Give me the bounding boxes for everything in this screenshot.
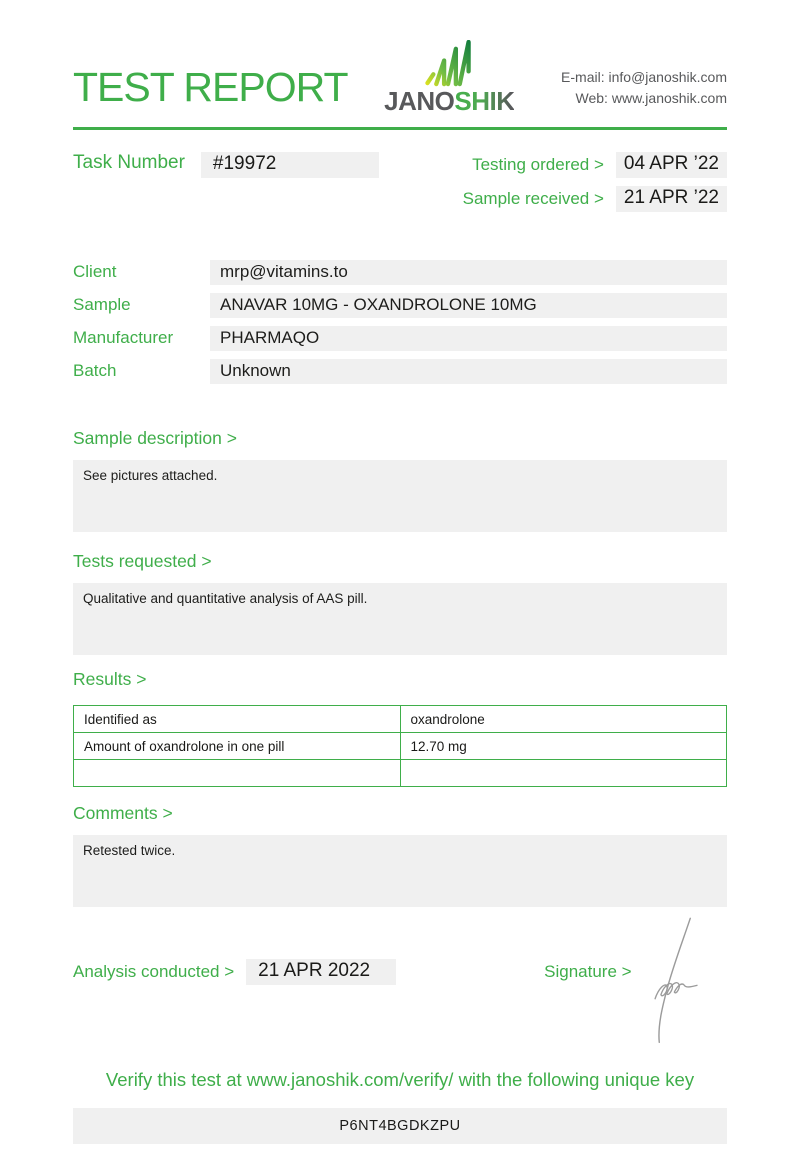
results-heading: Results > xyxy=(73,669,147,689)
task-number-value: #19972 xyxy=(201,152,379,178)
tests-requested-heading: Tests requested > xyxy=(73,551,212,571)
signature-label: Signature > xyxy=(544,962,632,981)
signature-image xyxy=(640,914,702,1050)
sample-label: Sample xyxy=(73,295,131,314)
results-table xyxy=(73,705,727,787)
testing-ordered-value: 04 APR ’22 xyxy=(616,152,727,178)
task-section xyxy=(73,152,727,220)
result-empty-value xyxy=(400,760,727,787)
testing-ordered-row xyxy=(463,152,727,178)
header-divider xyxy=(73,127,727,130)
report-header xyxy=(73,40,727,114)
comments-section xyxy=(73,803,727,907)
batch-label: Batch xyxy=(73,361,117,380)
analysis-conducted-label: Analysis conducted > xyxy=(73,962,235,981)
comments-heading: Comments > xyxy=(73,803,173,823)
comments-body: Retested twice. xyxy=(73,835,727,907)
result-identified-value: oxandrolone xyxy=(400,706,727,733)
logo-wordmark xyxy=(384,88,514,114)
task-dates xyxy=(463,152,727,220)
task-number-row xyxy=(73,152,379,178)
table-row xyxy=(74,760,727,787)
sample-description-section xyxy=(73,428,727,532)
email-label: E-mail: xyxy=(561,69,605,85)
testing-ordered-label: Testing ordered > xyxy=(472,155,604,174)
verify-instruction: Verify this test at www.janoshik.com/verify/ with the following unique key xyxy=(105,1069,695,1090)
sample-received-value: 21 APR ’22 xyxy=(616,186,727,212)
chart-up-icon xyxy=(420,40,478,87)
result-amount-value: 12.70 mg xyxy=(400,733,727,760)
result-identified-label: Identified as xyxy=(74,706,401,733)
batch-value: Unknown xyxy=(210,359,727,384)
table-row xyxy=(74,733,727,760)
analysis-conducted-value: 21 APR 2022 xyxy=(246,959,396,985)
info-row-client xyxy=(73,260,727,285)
web-value: www.janoshik.com xyxy=(611,90,727,106)
result-amount-label: Amount of oxandrolone in one pill xyxy=(74,733,401,760)
results-section xyxy=(73,669,727,787)
sample-received-label: Sample received > xyxy=(462,189,604,208)
page-title: TEST REPORT xyxy=(73,64,348,110)
client-label: Client xyxy=(73,262,117,281)
client-value: mrp@vitamins.to xyxy=(210,260,727,285)
unique-key-value: P6NT4BGDKZPU xyxy=(73,1108,727,1144)
info-row-manufacturer xyxy=(73,326,727,351)
contact-email xyxy=(561,67,727,88)
info-row-batch xyxy=(73,359,727,384)
logo-text-jano: JANO xyxy=(384,86,455,116)
manufacturer-value: PHARMAQO xyxy=(210,326,727,351)
tests-requested-section xyxy=(73,551,727,655)
email-value: info@janoshik.com xyxy=(608,69,727,85)
sample-received-row xyxy=(463,186,727,212)
table-row xyxy=(74,706,727,733)
analysis-signature-row xyxy=(73,959,727,985)
result-empty-label xyxy=(74,760,401,787)
sample-value: ANAVAR 10MG - OXANDROLONE 10MG xyxy=(210,293,727,318)
sample-description-body: See pictures attached. xyxy=(73,460,727,532)
contact-web xyxy=(561,88,727,109)
sample-info-section xyxy=(73,260,727,384)
manufacturer-label: Manufacturer xyxy=(73,328,174,347)
logo-text-shik: SHIK xyxy=(454,86,515,116)
janoshik-logo xyxy=(384,40,514,114)
web-label: Web: xyxy=(575,90,608,106)
contact-info xyxy=(561,67,727,114)
sample-description-heading: Sample description > xyxy=(73,428,237,448)
task-number-label: Task Number xyxy=(73,152,185,173)
tests-requested-body: Qualitative and quantitative analysis of AAS pill. xyxy=(73,583,727,655)
info-row-sample xyxy=(73,293,727,318)
